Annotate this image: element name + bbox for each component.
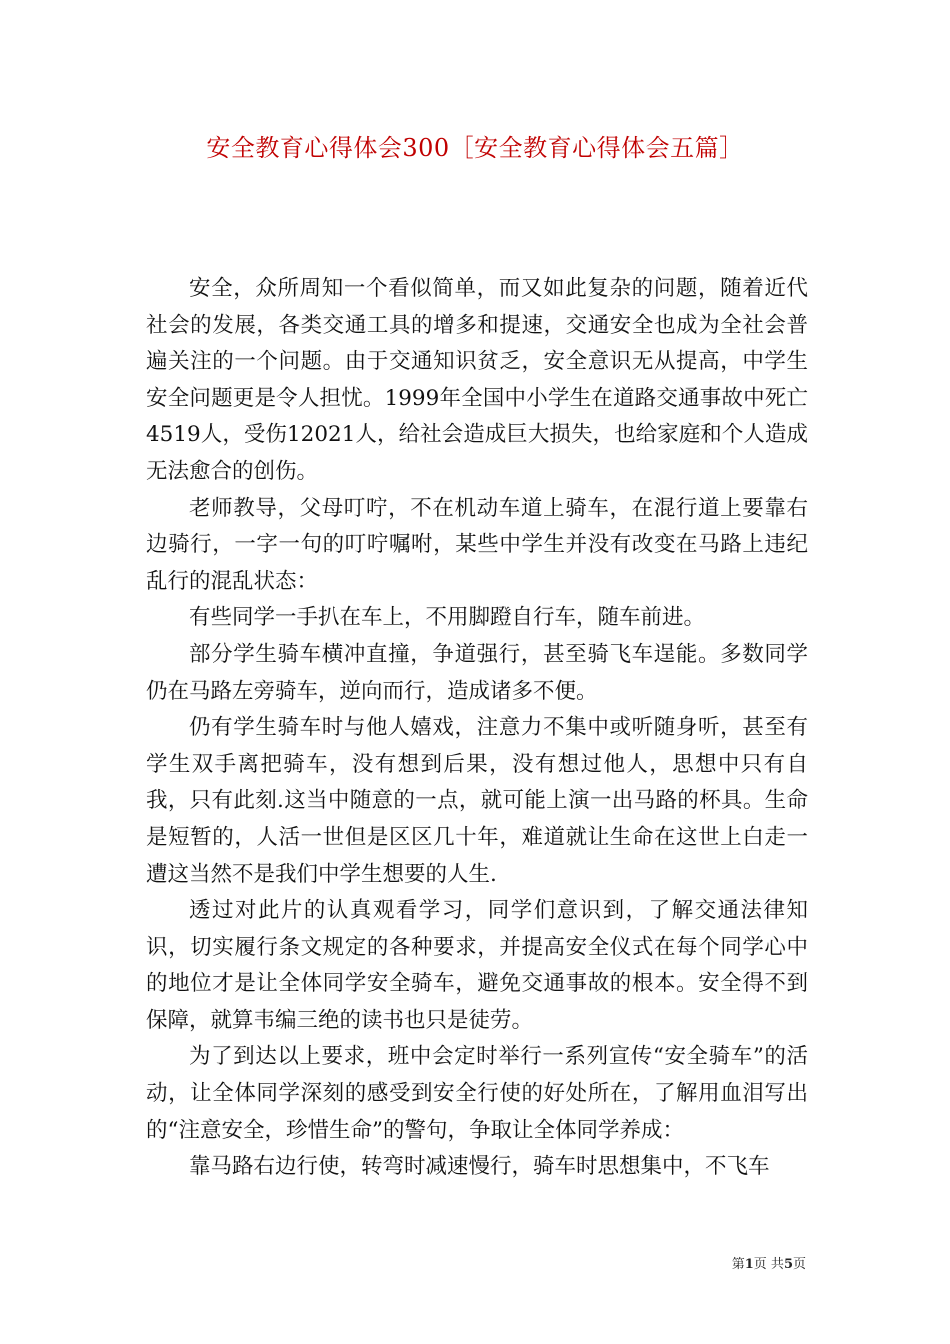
- paragraph: 为了到达以上要求，班中会定时举行一系列宣传“安全骑车”的活动，让全体同学深刻的感受到安全行使的好处所在，了解用血泪写出的“注意安全，珍惜生命”的警句，争取让全体同学养成：: [146, 1044, 808, 1143]
- paragraph: 仍有学生骑车时与他人嬉戏，注意力不集中或听随身听，甚至有学生双手离把骑车，没有想到后果，没有想过他人，思想中只有自我，只有此刻.这当中随意的一点，就可能上演一出马路的杯具。生命是短暂的，人活一世但是区区几十年，难道就让生命在这世上白走一遭这当然不是我们中学生想要的人生.: [146, 715, 808, 887]
- current-page-number: 1: [744, 1257, 754, 1272]
- document-title: 安全教育心得体会300［安全教育心得体会五篇］: [206, 134, 744, 162]
- footer-middle: 页 共: [753, 1257, 784, 1272]
- paragraph: 老师教导，父母叮咛，不在机动车道上骑车，在混行道上要靠右边骑行，一字一句的叮咛嘱咐，某些中学生并没有改变在马路上违纪乱行的混乱状态：: [146, 495, 808, 594]
- paragraph: 有些同学一手扒在车上，不用脚蹬自行车，随车前进。: [189, 605, 706, 631]
- paragraph: 靠马路右边行使，转弯时减速慢行，骑车时思想集中，不飞车: [189, 1154, 770, 1180]
- paragraph: 安全，众所周知一个看似简单，而又如此复杂的问题，随着近代社会的发展，各类交通工具的增多和提速，交通安全也成为全社会普遍关注的一个问题。由于交通知识贫乏，安全意识无从提高，中学生安全问题更是令人担忧。1999年全国中小学生在道路交通事故中死亡4519人，受伤12021人，给社会造成巨大损失，也给家庭和个人造成无法愈合的创伤。: [146, 276, 808, 484]
- footer-prefix: 第: [731, 1257, 745, 1272]
- paragraph: 部分学生骑车横冲直撞，争道强行，甚至骑飞车逞能。多数同学仍在马路左旁骑车，逆向而行，造成诸多不便。: [146, 641, 808, 704]
- footer-suffix: 页: [792, 1257, 806, 1272]
- total-page-number: 5: [783, 1257, 793, 1272]
- page-number-footer: [0, 1256, 806, 1274]
- paragraph: 透过对此片的认真观看学习，同学们意识到，了解交通法律知识，切实履行条文规定的各种要求，并提高安全仪式在每个同学心中的地位才是让全体同学安全骑车，避免交通事故的根本。安全得不到保障，就算韦编三绝的读书也只是徒劳。: [146, 898, 808, 1033]
- document-body: [146, 271, 808, 1186]
